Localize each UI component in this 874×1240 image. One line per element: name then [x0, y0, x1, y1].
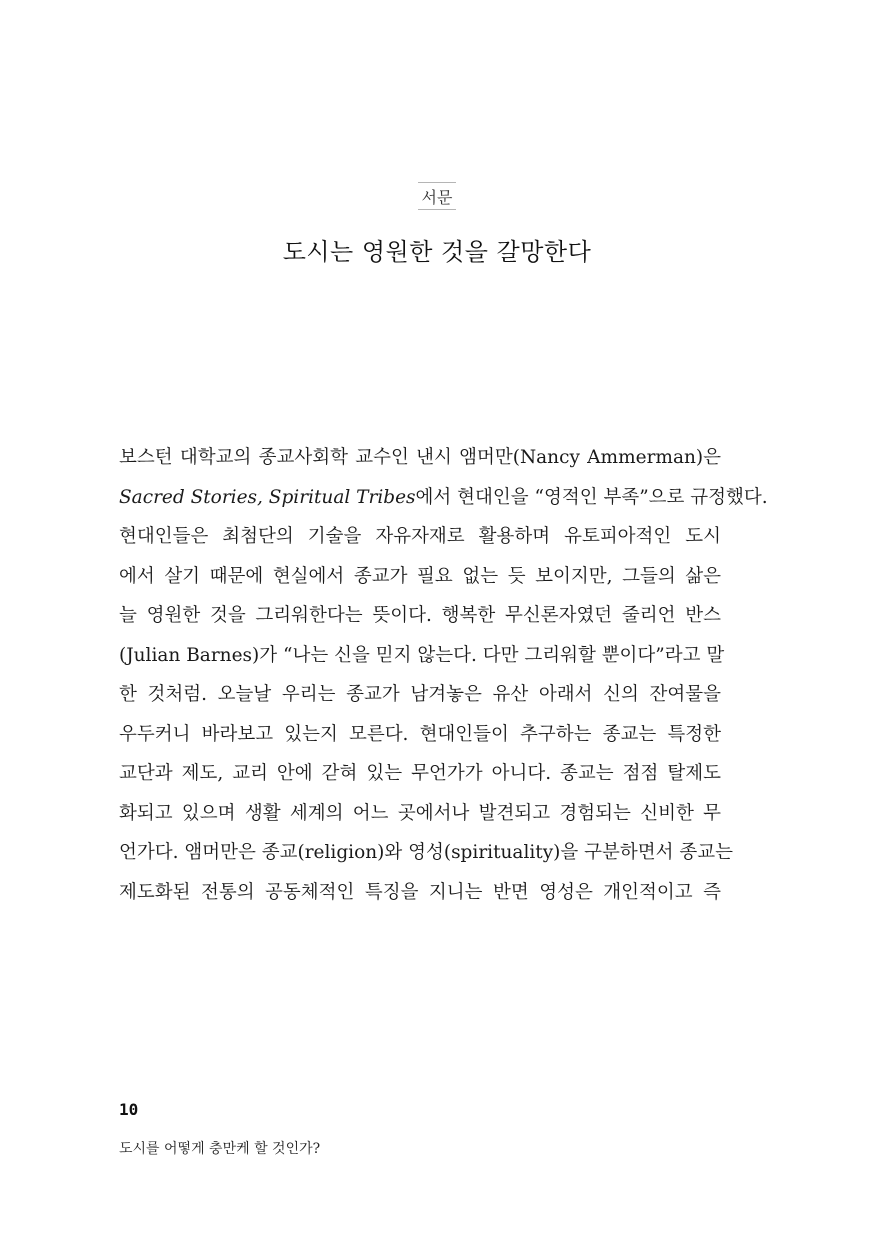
body-line-11: 언가다. 앰머만은 종교(religion)와 영성(spirituality)을 구분하면서 종교는 [119, 842, 733, 863]
body-line-12: 제도화된 전통의 공동체적인 특징을 지니는 반면 영성은 개인적이고 즉 [119, 881, 721, 903]
body-line-6: (Julian Barnes)가 “나는 신을 믿지 않는다. 다만 그리워할 뿐이다”라고 말 [119, 644, 725, 666]
body-line-3: 현대인들은 최첨단의 기술을 자유자재로 활용하며 유토피아적인 도시 [119, 526, 721, 547]
body-line-9: 교단과 제도, 교리 안에 갇혀 있는 무언가가 아니다. 종교는 점점 탈제도 [119, 763, 721, 784]
body-line-7: 한 것처럼. 오늘날 우리는 종교가 남겨놓은 유산 아래서 신의 잔여물을 [119, 684, 721, 705]
book-title-italic: Sacred Stories, Spiritual Tribes [119, 486, 416, 508]
chapter-label: 서문 [418, 182, 457, 210]
body-line-8: 우두커니 바라보고 있는지 모른다. 현대인들이 추구하는 종교는 특정한 [119, 723, 721, 745]
body-line-4: 에서 살기 때문에 현실에서 종교가 필요 없는 듯 보이지만, 그들의 삶은 [119, 565, 721, 587]
body-line-10: 화되고 있으며 생활 세계의 어느 곳에서나 발견되고 경험되는 신비한 무 [119, 802, 721, 824]
body-line-2 [119, 478, 768, 518]
running-footer-book-title: 도시를 어떻게 충만케 할 것인가? [119, 1141, 321, 1157]
chapter-label-wrapper [0, 182, 874, 210]
body-line-5: 늘 영원한 것을 그리워한다는 뜻이다. 행복한 무신론자였던 줄리언 반스 [119, 605, 721, 626]
body-line-1: 보스턴 대학교의 종교사회학 교수인 낸시 앰머만(Nancy Ammerman)은 [119, 447, 721, 468]
chapter-title: 도시는 영원한 것을 갈망한다 [282, 238, 592, 266]
body-text [119, 438, 768, 912]
page-number: 10 [119, 1100, 139, 1119]
body-line-2-rest: 에서 현대인을 “영적인 부족”으로 규정했다. [415, 486, 768, 508]
